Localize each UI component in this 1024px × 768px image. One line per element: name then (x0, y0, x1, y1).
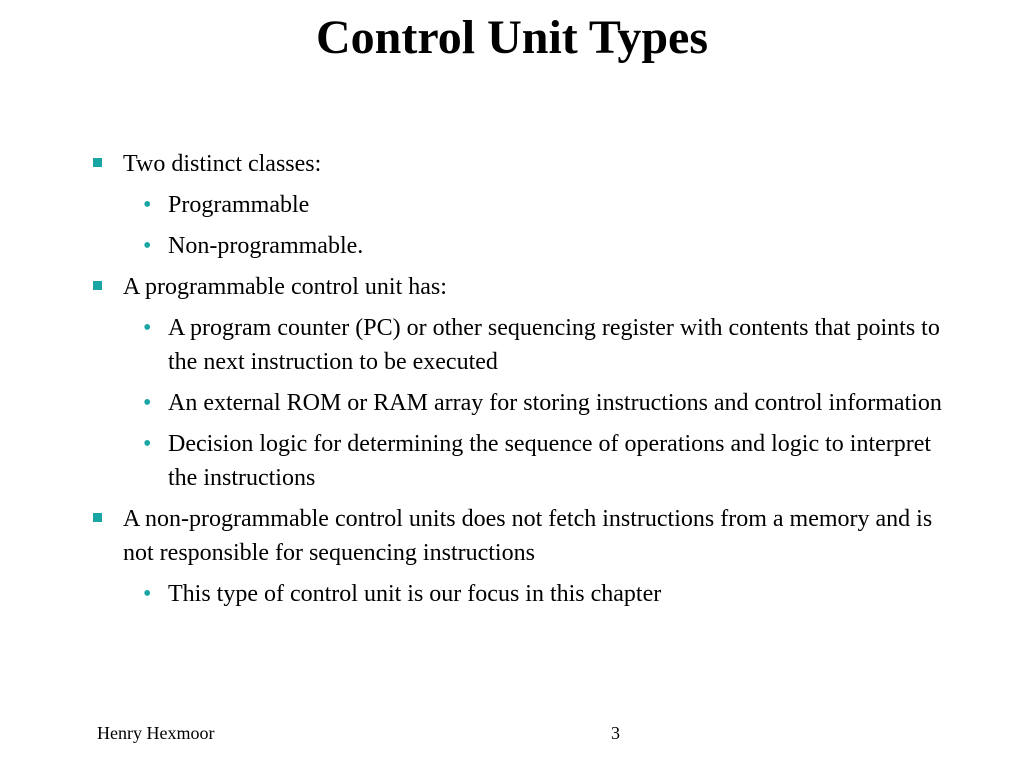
sub-bullet-item (0, 577, 1024, 611)
dot-bullet-icon: • (143, 581, 152, 607)
page-number: 3 (611, 723, 620, 743)
square-bullet-icon (93, 513, 102, 522)
bullet-text: A programmable control unit has: (123, 274, 447, 300)
bullet-text: A non-programmable control units does not fetch instructions from a memory and is not responsible for sequencing instructions (123, 506, 933, 566)
dot-bullet-icon: • (143, 315, 152, 341)
sub-bullet-text: This type of control unit is our focus in this chapter (168, 581, 662, 607)
dot-bullet-icon: • (143, 233, 152, 259)
sub-bullet-text: Decision logic for determining the sequence of operations and logic to interpret the instructions (168, 431, 932, 491)
sub-bullet-item (0, 229, 1024, 263)
bullet-list (0, 147, 1024, 618)
bullet-item (0, 502, 1024, 570)
dot-bullet-icon: • (143, 431, 152, 457)
slide-title: Control Unit Types (315, 11, 709, 64)
sub-bullet-text: An external ROM or RAM array for storing instructions and control information (168, 390, 942, 416)
square-bullet-icon (93, 281, 102, 290)
sub-bullet-item (0, 188, 1024, 222)
dot-bullet-icon: • (143, 192, 152, 218)
bullet-text: Two distinct classes: (123, 151, 322, 177)
sub-bullet-item (0, 386, 1024, 420)
sub-bullet-text: Programmable (168, 192, 310, 218)
dot-bullet-icon: • (143, 390, 152, 416)
square-bullet-icon (93, 158, 102, 167)
footer-author: Henry Hexmoor (97, 723, 215, 743)
sub-bullet-text: Non-programmable. (168, 233, 364, 259)
bullet-item (0, 147, 1024, 181)
sub-bullet-item (0, 311, 1024, 379)
bullet-item (0, 270, 1024, 304)
sub-bullet-item (0, 427, 1024, 495)
sub-bullet-text: A program counter (PC) or other sequencing register with contents that points to the next instruction to be executed (168, 315, 940, 375)
